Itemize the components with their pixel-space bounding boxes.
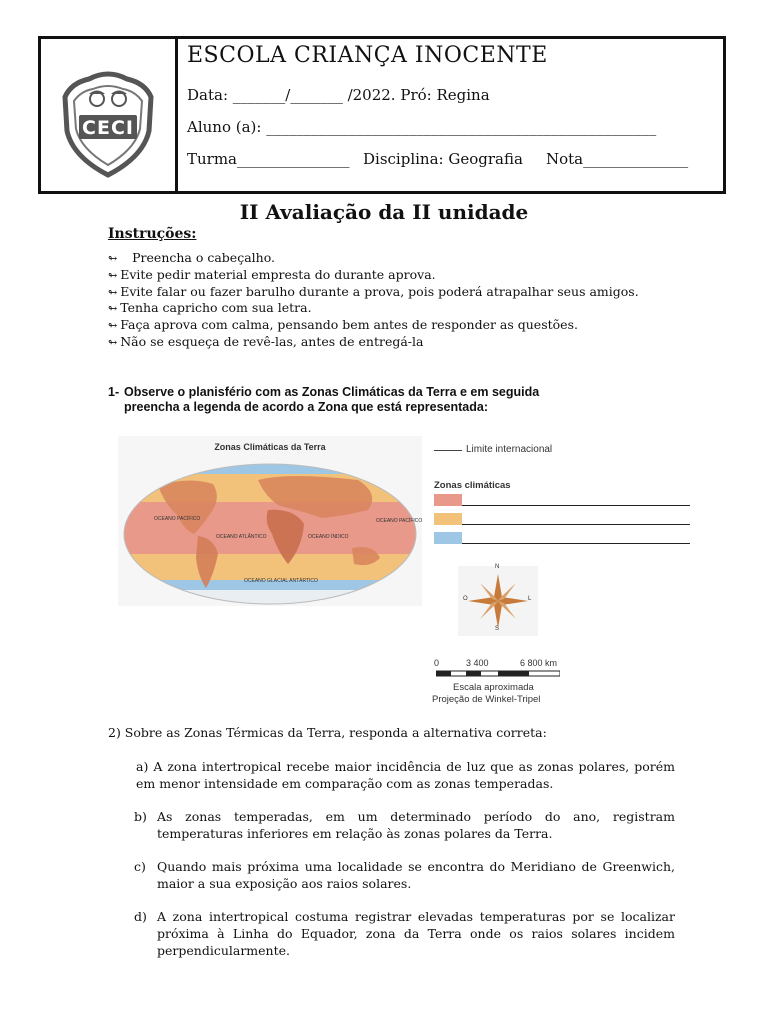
scale-bar <box>436 670 560 678</box>
ocean-label: OCEANO PACÍFICO <box>376 518 423 524</box>
instructions-heading: Instruções: <box>108 226 197 242</box>
climate-zones-map <box>118 436 422 606</box>
option-letter: c) <box>134 859 146 874</box>
legend-swatch-hot <box>434 494 462 506</box>
school-name: ESCOLA CRIANÇA INOCENTE <box>187 43 548 68</box>
student-name-line: Aluno (a): ____________________________________________________ <box>187 118 657 136</box>
pointer-icon: ↬ <box>108 269 118 282</box>
question2-option-a <box>136 758 675 792</box>
scale-label-0: 0 <box>434 658 440 668</box>
compass-north-label: N <box>495 564 500 570</box>
instruction-item: ↬ Não se esqueça de revê-las, antes de entregá-la <box>108 334 424 349</box>
compass-west-label: O <box>463 596 468 602</box>
legend-answer-line[interactable] <box>462 543 690 544</box>
pointer-icon: ↬ <box>108 336 118 349</box>
pointer-icon: ↬ <box>108 252 118 265</box>
option-text: A zona intertropical recebe maior incidência de luz que as zonas polares, porém em menor intensidade em comparação com as zonas temperadas. <box>136 759 675 791</box>
question2-prompt: 2) Sobre as Zonas Térmicas da Terra, responda a alternativa correta: <box>108 725 547 740</box>
ocean-label: OCEANO GLACIAL ANTÁRTICO <box>244 578 318 584</box>
discipline-label: Disciplina: Geografia <box>363 150 523 168</box>
legend-answer-line[interactable] <box>462 524 690 525</box>
date-line: Data: _______/_______ /2022. Pró: Regina <box>187 86 490 104</box>
option-text: A zona intertropical costuma registrar elevadas temperaturas por se localizar próxima à Linha do Equador, zona da Terra onde os raios solares incidem perpendicularmente. <box>157 909 675 958</box>
legend-heading: Zonas climáticas <box>434 480 511 491</box>
compass-south-label: S <box>495 626 500 632</box>
option-text: As zonas temperadas, em um determinado período do ano, registram temperaturas inferiores em relação às zonas polares da Terra. <box>157 809 675 841</box>
scale-label-1: 3 400 <box>466 658 489 668</box>
instruction-item: ↬ Preencha o cabeçalho. <box>108 250 275 265</box>
logo-text: CECI <box>82 117 134 139</box>
option-letter: b) <box>134 809 147 824</box>
legend-boundary-label: Limite internacional <box>466 444 553 455</box>
instruction-item: ↬ Faça aprova com calma, pensando bem antes de responder as questões. <box>108 317 578 332</box>
question1-number: 1- <box>108 385 120 399</box>
scale-caption: Escala aproximada <box>453 682 534 693</box>
grade-field: Nota______________ <box>546 150 689 168</box>
question1-line1: Observe o planisfério com as Zonas Climáticas da Terra e em seguida <box>124 385 540 399</box>
question1-line2: preencha a legenda de acordo a Zona que está representada: <box>124 400 489 414</box>
legend-answer-line[interactable] <box>462 505 690 506</box>
legend-swatch-temperate <box>434 513 462 525</box>
option-text: Quando mais próxima uma localidade se encontra do Meridiano de Greenwich, maior a sua exposição aos raios solares. <box>157 859 675 891</box>
instruction-item: ↬ Evite pedir material empresta do durante aprova. <box>108 267 436 282</box>
turma-field: Turma_______________ <box>187 150 350 168</box>
logo-cell <box>41 39 178 191</box>
legend-swatch-cold <box>434 532 462 544</box>
school-logo <box>41 39 175 191</box>
ocean-label: OCEANO PACÍFICO <box>154 516 201 522</box>
exam-title: II Avaliação da II unidade <box>239 200 529 224</box>
map-title: Zonas Climáticas da Terra <box>214 442 326 452</box>
ocean-label: OCEANO ÍNDICO <box>308 534 349 540</box>
pointer-icon: ↬ <box>108 319 118 332</box>
instruction-item: ↬ Tenha capricho com sua letra. <box>108 300 312 315</box>
option-letter: a) <box>136 759 149 774</box>
boundary-line-symbol <box>434 450 462 451</box>
pointer-icon: ↬ <box>108 286 118 299</box>
ocean-label: OCEANO ATLÂNTICO <box>216 534 267 540</box>
option-letter: d) <box>134 909 147 924</box>
projection-caption: Projeção de Winkel-Tripel <box>432 694 541 705</box>
exam-header <box>38 36 726 194</box>
compass-east-label: L <box>528 596 532 602</box>
scale-label-2: 6 800 km <box>520 658 558 668</box>
instruction-item: ↬ Evite falar ou fazer barulho durante a prova, pois poderá atrapalhar seus amigos. <box>108 284 639 299</box>
pointer-icon: ↬ <box>108 302 118 315</box>
